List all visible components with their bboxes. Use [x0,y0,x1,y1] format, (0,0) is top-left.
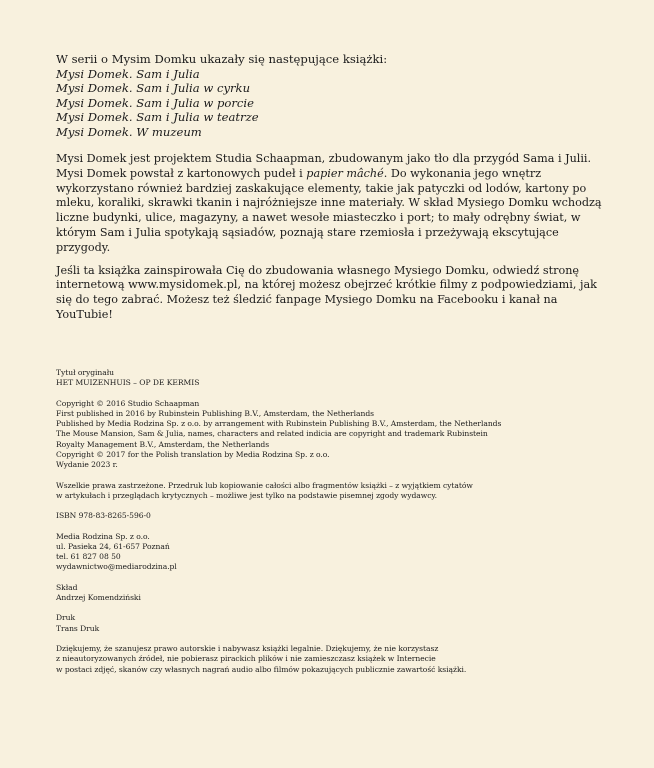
thanks-line: w postaci zdjęć, skanów czy własnych nagrań audio albo filmów pokazujących publicznie zawartość książki. [56,664,467,674]
edition-line: Wydanie 2023 r. [56,460,118,470]
copyright-line: Royalty Management B.V., Amsterdam, the Netherlands [56,439,270,449]
publisher-email: wydawnictwo@mediarodzina.pl [56,562,177,572]
isbn-block [56,511,646,521]
copyright-line: Copyright © 2017 for the Polish translation by Media Rodzina Sp. z o.o. [56,450,330,460]
imprint-section [56,368,646,685]
copyright-line: The Mouse Mansion, Sam & Julia, names, characters and related indicia are copyright and trademark Rubinstein [56,429,488,439]
series-heading: W serii o Mysim Domku ukazały się następujące książki: [56,52,388,66]
publisher-block [56,532,646,573]
original-title-label: Tytuł oryginału [56,368,114,377]
thanks-line: z nieautoryzowanych źródeł, nie pobierasz pirackich plików i nie zamieszczasz książek w Internecie [56,654,436,664]
copyright-line: Copyright © 2016 Studio Schaapman [56,398,200,408]
series-title-item: Mysi Domek. Sam i Julia w cyrku [56,81,251,96]
series-title-item: Mysi Domek. Sam i Julia w teatrze [56,110,259,125]
isbn: ISBN 978-83-8265-596-0 [56,511,151,521]
about-paragraph [56,152,616,256]
typesetting-block [56,583,646,604]
original-title-value: HET MUIZENHUIS – OP DE KERMIS [56,378,200,388]
rights-line: Wszelkie prawa zastrzeżone. Przedruk lub kopiowanie całości albo fragmentów książki – z wyjątkiem cytatów [56,480,473,490]
publisher-address: ul. Pasieka 24, 61-657 Poznań [56,541,170,551]
typesetting-label: Skład [56,582,78,592]
about-section [56,152,616,331]
thanks-line: Dziękujemy, że szanujesz prawo autorskie i nabywasz książki legalnie. Dziękujemy, że nie korzystasz [56,643,439,653]
thanks-block [56,644,646,675]
series-list [56,52,616,140]
series-title-item: Mysi Domek. W muzeum [56,124,202,139]
copyright-line: First published in 2016 by Rubinstein Publishing B.V., Amsterdam, the Netherlands [56,408,374,418]
website-paragraph: Jeśli ta książka zainspirowała Cię do zbudowania własnego Mysiego Domku, odwiedź stronę internetową www.mysidomek.pl, na której możesz obejrzeć krótkie filmy z podpowiedziami, jak się do tego zabrać. Możesz też śledzić fanpage Mysiego Domku na Facebooku i kanał na YouTubie! [56,263,597,321]
about-text: Mysi Domek jest projektem Studia Schaapman, zbudowanym jako tło dla przygód Sama i Julii. Mysi Domek powstał z kartonowych pudeł i [56,152,592,180]
typesetting-name: Andrzej Komendziński [56,593,141,603]
copyright-line: Published by Media Rodzina Sp. z o.o. by arrangement with Rubinstein Publishing B.V., Amsterdam, the Netherlands [56,419,502,429]
publisher-name: Media Rodzina Sp. z o.o. [56,531,150,541]
copyright-block [56,399,646,471]
rights-line: w artykułach i przeglądach krytycznych – możliwe jest tylko na podstawie pisemnej zgody wydawcy. [56,490,438,500]
printing-name: Trans Druk [56,623,100,633]
about-text: . Do wykonania jego wnętrz wykorzystano również bardziej zaskakujące elementy, takie jak patyczki od lodów, kartony po mleku, koraliki, skrawki tkanin i najróżniejsze inne materiały. W skład Mysiego Domku wchodzą liczne budynki, ulice, magazyny, a nawet wesołe miasteczko i port; to mały odrębny świat, w którym Sam i Julia spotykają sąsiadów, poznają stare rzemiosła i przeżywają ekscytujące przygody. [56,166,602,254]
printing-block [56,613,646,634]
about-italic-term: papier mâché [306,166,384,180]
series-title-item: Mysi Domek. Sam i Julia [56,66,200,81]
series-title-item: Mysi Domek. Sam i Julia w porcie [56,95,254,110]
printing-label: Druk [56,613,76,623]
original-title-block [56,368,646,389]
rights-block [56,481,646,502]
publisher-phone: tel. 61 827 08 50 [56,552,121,562]
